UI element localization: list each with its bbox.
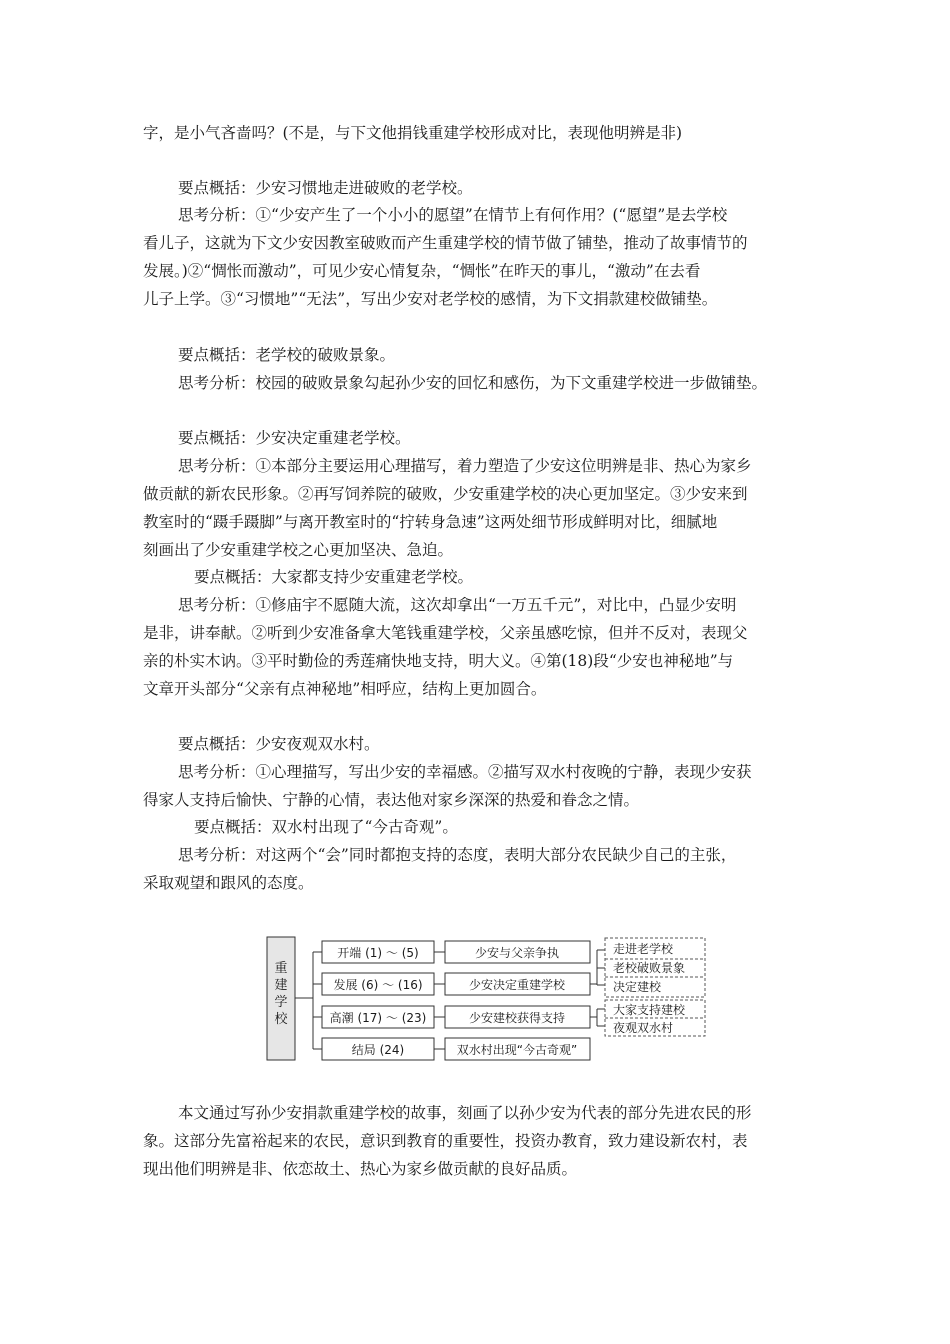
- summary: 本文通过写孙少安捐款重建学校的故事，刻画了以孙少安为代表的部分先进农民的形: [178, 1104, 752, 1122]
- detail-label: 走进老学校: [613, 942, 674, 956]
- analysis: 思考分析：①本部分主要运用心理描写，着力塑造了少安这位明辨是非、热心为家乡: [178, 457, 752, 475]
- key-point: 要点概括：大家都支持少安重建老学校。: [194, 568, 474, 586]
- detail-label: 大家支持建校: [613, 1003, 686, 1017]
- text-line: 亲的朴实木讷。③平时勤俭的秀莲痛快地支持，明大义。④第(18)段“少安也神秘地”与: [143, 652, 734, 670]
- text-line: 看儿子，这就为下文少安因教室破败而产生重建学校的情节做了铺垫，推动了故事情节的: [143, 234, 748, 252]
- event-label: 少安建校获得支持: [468, 1011, 566, 1025]
- event-label: 少安决定重建学校: [468, 978, 566, 992]
- text-line: 教室时的“蹑手蹑脚”与离开教室时的“拧转身急速”这两处细节形成鲜明对比，细腻地: [143, 513, 718, 531]
- detail-label: 夜观双水村: [613, 1021, 674, 1035]
- key-point: 要点概括：老学校的破败景象。: [178, 346, 396, 364]
- root-bracket: [295, 952, 322, 1049]
- root-char: 学: [274, 995, 288, 1010]
- text-line: 儿子上学。③“习惯地”“无法”，写出少安对老学校的感情，为下文捐款建校做铺垫。: [143, 290, 718, 308]
- stage-label: 发展 (6) ～ (16): [333, 978, 423, 992]
- text-line: 现出他们明辨是非、依恋故土、热心为家乡做贡献的良好品质。: [143, 1160, 578, 1178]
- stage-label: 高潮 (17) ～ (23): [329, 1011, 427, 1025]
- text-line: 字，是小气吝啬吗？(不是，与下文他捐钱重建学校形成对比，表现他明辨是非): [143, 124, 683, 142]
- text-line: 刻画出了少安重建学校之心更加坚决、急迫。: [143, 541, 454, 559]
- detail-bracket-1: [590, 950, 605, 985]
- detail-bracket-2: [590, 1009, 605, 1026]
- text-line: 做贡献的新农民形象。②再写饲养院的破败，少安重建学校的决心更加坚定。③少安来到: [143, 485, 748, 503]
- analysis: 思考分析：对这两个“会”同时都抱支持的态度，表明大部分农民缺少自己的主张，: [178, 846, 737, 864]
- key-point: 要点概括：少安决定重建老学校。: [178, 429, 411, 447]
- event-label: 少安与父亲争执: [474, 946, 560, 960]
- text-line: 采取观望和跟风的态度。: [143, 874, 314, 892]
- root-char: 校: [274, 1012, 288, 1027]
- stage-label: 开端 (1) ～ (5): [337, 946, 419, 960]
- detail-label: 老校破败景象: [613, 961, 686, 975]
- root-char: 建: [274, 978, 288, 993]
- text-line: 象。这部分先富裕起来的农民，意识到教育的重要性，投资办教育，致力建设新农村，表: [143, 1132, 748, 1150]
- structure-diagram: [266, 936, 710, 1068]
- stage-label: 结局 (24): [351, 1043, 405, 1057]
- text-line: 得家人支持后愉快、宁静的心情，表达他对家乡深深的热爱和眷念之情。: [143, 791, 640, 809]
- key-point: 要点概括：双水村出现了“今古奇观”。: [194, 818, 458, 836]
- text-line: 发展。)②“惆怅而激动”，可见少安心情复杂，“惆怅”在昨天的事儿，“激动”在去看: [143, 262, 701, 280]
- analysis: 思考分析：①修庙宇不愿随大流，这次却拿出“一万五千元”，对比中，凸显少安明: [178, 596, 737, 614]
- key-point: 要点概括：少安夜观双水村。: [178, 735, 380, 753]
- event-label: 双水村出现“今古奇观”: [456, 1043, 578, 1057]
- analysis: 思考分析：①“少安产生了一个小小的愿望”在情节上有何作用？(“愿望”是去学校: [178, 206, 728, 224]
- key-point: 要点概括：少安习惯地走进破败的老学校。: [178, 179, 473, 197]
- analysis: 思考分析：①心理描写，写出少安的幸福感。②描写双水村夜晚的宁静，表现少安获: [178, 763, 752, 781]
- analysis: 思考分析：校园的破败景象勾起孙少安的回忆和感伤，为下文重建学校进一步做铺垫。: [178, 374, 768, 392]
- text-line: 文章开头部分“父亲有点神秘地”相呼应，结构上更加圆合。: [143, 680, 547, 698]
- text-line: 是非，讲奉献。②听到少安准备拿大笔钱重建学校，父亲虽感吃惊，但并不反对，表现父: [143, 624, 748, 642]
- stage-connectors: [434, 952, 445, 1049]
- root-char: 重: [274, 961, 288, 976]
- detail-label: 决定建校: [613, 980, 662, 994]
